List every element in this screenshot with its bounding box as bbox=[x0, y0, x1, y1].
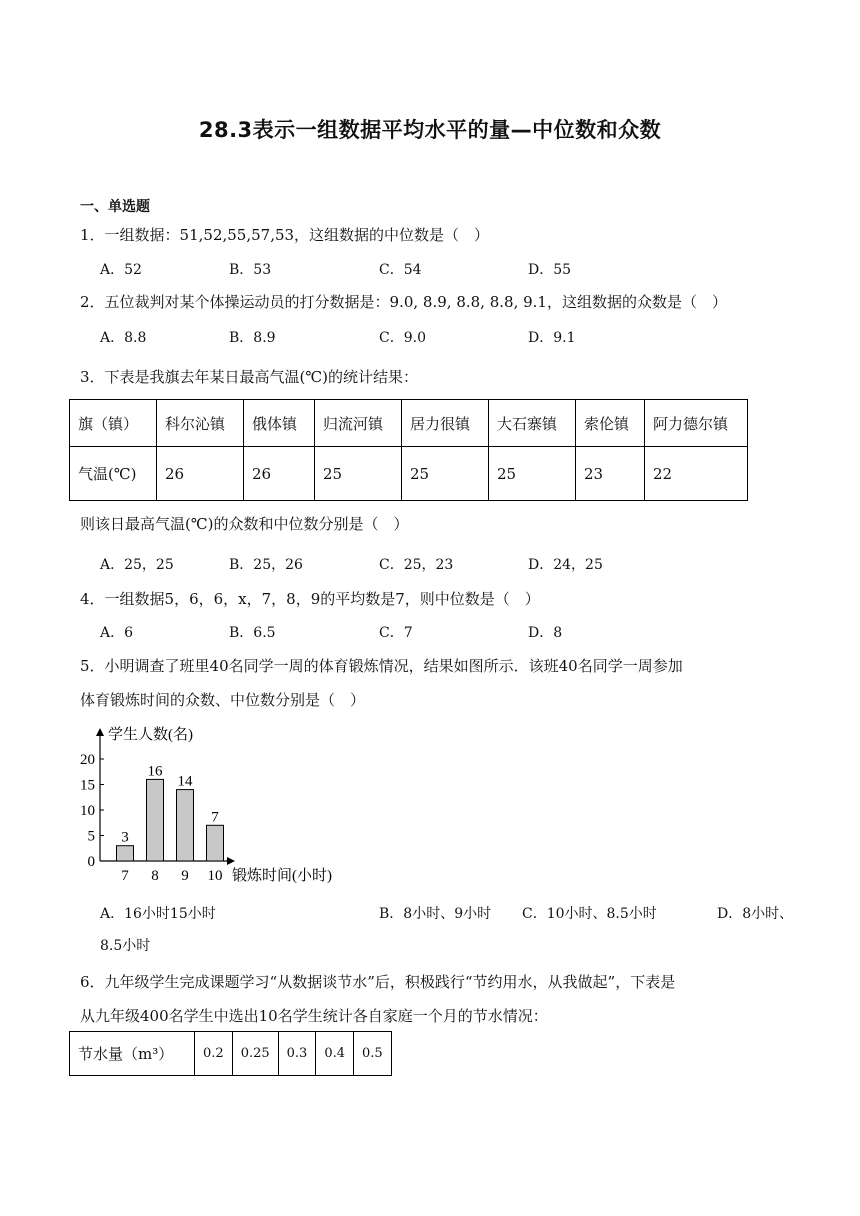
y-tick-label: 20 bbox=[80, 752, 95, 768]
question-1-stem: 1．一组数据：51,52,55,57,53，这组数据的中位数是（ ） bbox=[80, 226, 490, 244]
q1-option-d: D．55 bbox=[528, 262, 572, 278]
bar bbox=[147, 779, 164, 861]
y-tick-label: 0 bbox=[87, 854, 95, 870]
q4-option-c: C．7 bbox=[379, 625, 413, 641]
question-5-stem-line2: 体育锻炼时间的众数、中位数分别是（ ） bbox=[80, 691, 366, 709]
bar bbox=[207, 825, 224, 861]
question-6-stem-line2: 从九年级400名学生中选出10名学生统计各自家庭一个月的节水情况： bbox=[80, 1007, 548, 1025]
table-cell: 26 bbox=[157, 447, 244, 501]
bar-chart bbox=[78, 718, 378, 888]
q3-option-a: A．25，25 bbox=[100, 557, 174, 573]
temperature-table bbox=[69, 399, 748, 501]
table-cell: 大石寨镇 bbox=[489, 400, 576, 447]
q5-option-c: C．10小时、8.5小时 bbox=[522, 906, 657, 922]
x-tick-label: 9 bbox=[181, 868, 189, 884]
table-cell: 阿力德尔镇 bbox=[645, 400, 748, 447]
q5-option-a: A．16小时15小时 bbox=[100, 906, 216, 922]
table-cell: 归流河镇 bbox=[315, 400, 402, 447]
q2-option-a: A．8.8 bbox=[100, 330, 147, 346]
y-tick-label: 10 bbox=[80, 803, 95, 819]
table-cell: 气温(℃) bbox=[70, 447, 157, 501]
q5-option-d: D．8小时、 bbox=[717, 906, 794, 922]
table-cell: 25 bbox=[489, 447, 576, 501]
table-cell: 科尔沁镇 bbox=[157, 400, 244, 447]
table-cell: 26 bbox=[244, 447, 315, 501]
q2-option-d: D．9.1 bbox=[528, 330, 576, 346]
q5-option-b: B．8小时、9小时 bbox=[379, 906, 492, 922]
q2-option-b: B．8.9 bbox=[229, 330, 276, 346]
y-tick-label: 5 bbox=[87, 828, 95, 845]
table-cell: 0.25 bbox=[232, 1032, 278, 1076]
table-row bbox=[70, 400, 748, 447]
table-row bbox=[70, 1032, 392, 1076]
q3-option-c: C．25，23 bbox=[379, 557, 454, 573]
q1-option-c: C．54 bbox=[379, 262, 422, 278]
q1-option-a: A．52 bbox=[100, 262, 142, 278]
x-axis-label: 锻炼时间(小时) bbox=[232, 868, 332, 884]
y-axis-label: 学生人数(名) bbox=[108, 727, 193, 743]
question-2-stem: 2．五位裁判对某个体操运动员的打分数据是：9.0, 8.9, 8.8, 8.8, 9.1，这组数据的众数是（ ） bbox=[80, 293, 727, 311]
x-axis-arrow bbox=[227, 857, 235, 865]
q5-option-d-continued: 8.5小时 bbox=[100, 938, 151, 954]
section-heading: 一、单选题 bbox=[80, 199, 150, 215]
table-cell: 0.5 bbox=[354, 1032, 392, 1076]
question-5-stem-line1: 5．小明调查了班里40名同学一周的体育锻炼情况，结果如图所示．该班40名同学一周参加 bbox=[80, 657, 683, 675]
question-3-followup: 则该日最高气温(℃)的众数和中位数分别是（ ） bbox=[80, 515, 409, 533]
table-cell: 0.3 bbox=[278, 1032, 316, 1076]
table-cell: 25 bbox=[315, 447, 402, 501]
bar-value-label: 3 bbox=[121, 829, 129, 846]
table-cell: 居力很镇 bbox=[402, 400, 489, 447]
table-cell: 23 bbox=[576, 447, 645, 501]
x-tick-label: 10 bbox=[207, 868, 223, 884]
y-axis-arrow bbox=[96, 728, 104, 736]
bar-value-label: 7 bbox=[211, 809, 219, 826]
table-cell: 25 bbox=[402, 447, 489, 501]
table-cell: 0.4 bbox=[316, 1032, 354, 1076]
bar-value-label: 14 bbox=[177, 773, 193, 790]
water-saving-table bbox=[69, 1031, 392, 1076]
question-6-stem-line1: 6．九年级学生完成课题学习“从数据谈节水”后，积极践行“节约用水，从我做起”，下表是 bbox=[80, 973, 676, 991]
bar bbox=[117, 846, 134, 861]
table-row bbox=[70, 447, 748, 501]
table-cell: 节水量（m³） bbox=[70, 1032, 195, 1076]
question-4-stem: 4．一组数据5，6，6，x，7，8，9的平均数是7，则中位数是（ ） bbox=[80, 590, 540, 608]
table-cell: 俄体镇 bbox=[244, 400, 315, 447]
question-3-stem: 3．下表是我旗去年某日最高气温(℃)的统计结果： bbox=[80, 368, 419, 386]
q1-option-b: B．53 bbox=[229, 262, 272, 278]
y-tick-label: 15 bbox=[80, 777, 95, 794]
q3-option-d: D．24，25 bbox=[528, 557, 603, 573]
table-cell: 22 bbox=[645, 447, 748, 501]
bar-value-label: 16 bbox=[147, 763, 163, 780]
x-tick-label: 8 bbox=[151, 868, 159, 884]
table-cell: 0.2 bbox=[195, 1032, 233, 1076]
q3-option-b: B．25，26 bbox=[229, 557, 303, 573]
q4-option-b: B．6.5 bbox=[229, 625, 276, 641]
x-tick-label: 7 bbox=[121, 868, 129, 884]
table-cell: 旗（镇） bbox=[70, 400, 157, 447]
page-title: 28.3表示一组数据平均水平的量—中位数和众数 bbox=[198, 118, 662, 142]
q2-option-c: C．9.0 bbox=[379, 330, 426, 346]
q4-option-a: A．6 bbox=[100, 625, 134, 641]
q4-option-d: D．8 bbox=[528, 625, 563, 641]
table-cell: 索伦镇 bbox=[576, 400, 645, 447]
bar bbox=[177, 790, 194, 861]
